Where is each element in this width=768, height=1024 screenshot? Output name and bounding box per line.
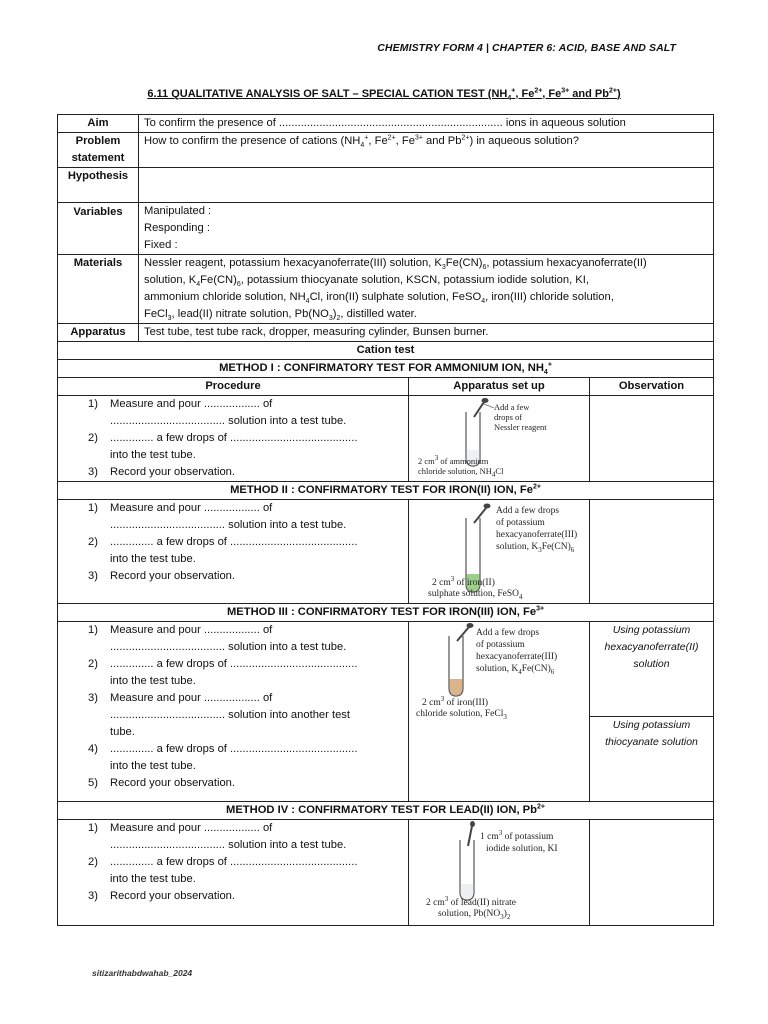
observation-header: Observation xyxy=(590,378,714,396)
test-tube-diagram: Add a few drops of potassium hexacyanoferrate(III) solution, $K_4Fe(CN)_6$ 2 $cm^3$ of iron(III) chloride solution, FeCl$_3$ xyxy=(414,622,589,722)
procedure-step: 2) .............. a few drops of ......................................... xyxy=(88,432,358,444)
method-2-procedure xyxy=(58,500,409,604)
procedure-step: ..................................... solution into another test xyxy=(110,709,351,721)
procedure-step: into the test tube. xyxy=(110,760,196,772)
aim-text: To confirm the presence of ........................................................................ ions in aqueous solution xyxy=(139,115,714,133)
page-header: CHEMISTRY FORM 4 | CHAPTER 6: ACID, BASE AND SALT xyxy=(377,42,676,54)
method-3-observation-hexacyanoferrate[interactable]: Using potassium hexacyanoferrate(II) solution xyxy=(590,622,714,717)
method-4-body xyxy=(58,820,714,926)
problem-row xyxy=(58,133,714,168)
method-4-observation[interactable] xyxy=(590,820,714,926)
variables-text xyxy=(139,203,714,255)
procedure-step: into the test tube. xyxy=(110,873,196,885)
method-3-observation-thiocyanate[interactable]: Using potassium thiocyanate solution xyxy=(590,717,714,802)
procedure-step: into the test tube. xyxy=(110,553,196,565)
procedure-step: 1) Measure and pour .................. of xyxy=(88,502,273,514)
method-4-heading-row xyxy=(58,802,714,820)
materials-text: Nessler reagent, potassium hexacyanoferrate(III) solution, $K_3Fe(CN)_6$, potassium hexacyanoferrate(II) solution, $K_4Fe(CN)_6$, potassium thiocyanate solution, KSCN, potassium iodide solution, KI, ammonium chloride solution, $NH_4Cl$, iron(II) sulphate solution, FeSO$_4$, iron(III) chloride solution, FeCl$_3$, lead(II) nitrate solution, $Pb(NO_3)_2$, distilled water. xyxy=(139,255,714,324)
procedure-step: 5) Record your observation. xyxy=(88,777,235,789)
variables-label: Variables xyxy=(58,203,139,255)
procedure-step: into the test tube. xyxy=(110,675,196,687)
aim-row xyxy=(58,115,714,133)
aim-label: Aim xyxy=(58,115,139,133)
procedure-step: 2) .............. a few drops of ......................................... xyxy=(88,658,358,670)
test-tube-diagram: 1 $cm^3$ of potassium iodide solution, KI 2 $cm^3$ of lead(II) nitrate solution, $Pb(NO_3)_2$ xyxy=(414,820,589,924)
method-3-procedure xyxy=(58,622,409,802)
method-4-setup xyxy=(409,820,590,926)
apparatus-setup-header: Apparatus set up xyxy=(409,378,590,396)
procedure-header: Procedure xyxy=(58,378,409,396)
problem-label: Problem statement xyxy=(58,133,139,168)
variables-row xyxy=(58,203,714,255)
method-2-heading: METHOD II : CONFIRMATORY TEST FOR IRON(II) ION, $Fe^{2+}$ xyxy=(58,482,714,500)
apparatus-text: Test tube, test tube rack, dropper, measuring cylinder, Bunsen burner. xyxy=(139,324,714,342)
method-2-body xyxy=(58,500,714,604)
apparatus-row xyxy=(58,324,714,342)
procedure-step: into the test tube. xyxy=(110,449,196,461)
cation-test-row xyxy=(58,342,714,360)
hypothesis-row xyxy=(58,168,714,203)
manipulated-label: Manipulated : xyxy=(144,205,212,217)
method-2-setup xyxy=(409,500,590,604)
cation-test-heading: Cation test xyxy=(58,342,714,360)
method-1-observation[interactable] xyxy=(590,396,714,482)
method-2-heading-row xyxy=(58,482,714,500)
problem-text: How to confirm the presence of cations ($NH_4^+$, $Fe^{2+}$, $Fe^{3+}$ and $Pb^{2+}$) in aqueous solution? xyxy=(139,133,714,168)
procedure-step: ..................................... solution into a test tube. xyxy=(110,641,347,653)
procedure-step: 1) Measure and pour .................. of xyxy=(88,398,273,410)
test-tube-diagram: Add a few drops of Nessler reagent 2 $cm^3$ of ammonium chloride solution, $NH_4Cl$ xyxy=(414,396,589,478)
method-1-body xyxy=(58,396,714,482)
hypothesis-field[interactable] xyxy=(139,168,714,203)
column-header-row xyxy=(58,378,714,396)
hypothesis-label: Hypothesis xyxy=(58,168,139,203)
worksheet-table xyxy=(57,114,714,926)
procedure-step: 2) .............. a few drops of ......................................... xyxy=(88,536,358,548)
method-1-setup xyxy=(409,396,590,482)
procedure-step: ..................................... solution into a test tube. xyxy=(110,519,347,531)
procedure-step: 2) .............. a few drops of ......................................... xyxy=(88,856,358,868)
method-3-heading-row xyxy=(58,604,714,622)
materials-row xyxy=(58,255,714,324)
procedure-step: 4) .............. a few drops of ......................................... xyxy=(88,743,358,755)
procedure-step: ..................................... solution into a test tube. xyxy=(110,839,347,851)
test-tube-diagram: Add a few drops of potassium hexacyanoferrate(III) solution, $K_3Fe(CN)_6$ 2 $cm^3$ of iron(II) sulphate solution, FeSO$_4$ xyxy=(414,500,589,602)
method-3-heading: METHOD III : CONFIRMATORY TEST FOR IRON(III) ION, $Fe^{3+}$ xyxy=(58,604,714,622)
method-4-heading: METHOD IV : CONFIRMATORY TEST FOR LEAD(II) ION, $Pb^{2+}$ xyxy=(58,802,714,820)
procedure-step: 3) Measure and pour .................. of xyxy=(88,692,273,704)
section-title: 6.11 QUALITATIVE ANALYSIS OF SALT – SPECIAL CATION TEST ($NH_4^+$, $Fe^{2+}$, $Fe^{3+}$ and $Pb^{2+}$) xyxy=(147,87,621,103)
method-1-procedure xyxy=(58,396,409,482)
procedure-step: 1) Measure and pour .................. of xyxy=(88,822,273,834)
method-1-heading-row xyxy=(58,360,714,378)
method-1-heading: METHOD I : CONFIRMATORY TEST FOR AMMONIUM ION, $NH_4^+$ xyxy=(58,360,714,378)
materials-label: Materials xyxy=(58,255,139,324)
responding-label: Responding : xyxy=(144,222,210,234)
method-4-procedure xyxy=(58,820,409,926)
method-3-setup xyxy=(409,622,590,802)
method-3-body-a xyxy=(58,622,714,717)
footer-credit: sitizarithabdwahab_2024 xyxy=(92,968,193,978)
procedure-step: 1) Measure and pour .................. of xyxy=(88,624,273,636)
apparatus-label: Apparatus xyxy=(58,324,139,342)
procedure-step: tube. xyxy=(110,726,135,738)
method-2-observation[interactable] xyxy=(590,500,714,604)
procedure-step: 3) Record your observation. xyxy=(88,570,235,582)
fixed-label: Fixed : xyxy=(144,239,178,251)
procedure-step: ..................................... solution into a test tube. xyxy=(110,415,347,427)
procedure-step: 3) Record your observation. xyxy=(88,890,235,902)
procedure-step: 3) Record your observation. xyxy=(88,466,235,478)
